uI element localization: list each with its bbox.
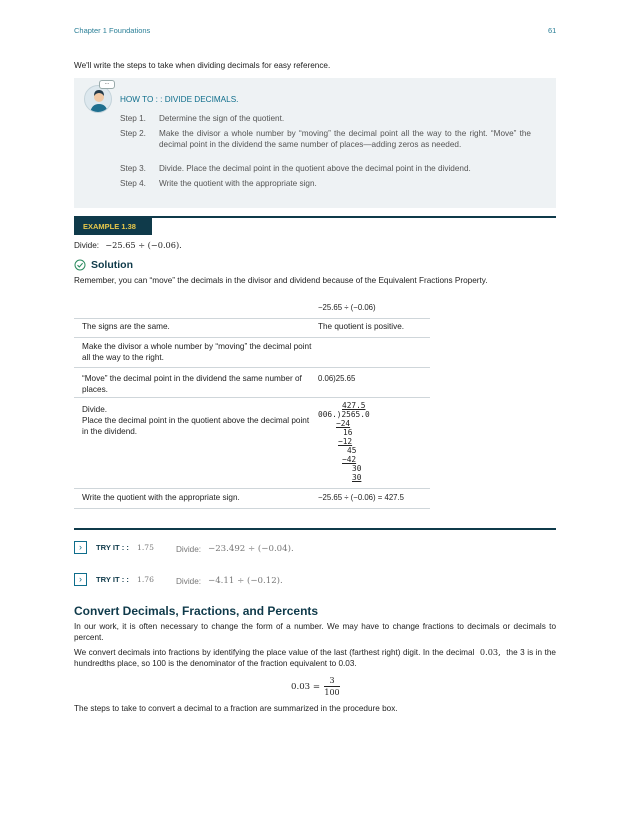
paragraph-text: We convert decimals into fractions by identifying the place value of the last (farthest right) digit. In the decimal xyxy=(74,648,475,657)
step-number: Step 4. xyxy=(120,179,146,188)
long-division-quotient: 427.5 xyxy=(342,401,366,410)
prompt-expression: −25.65 ÷ (−0.06). xyxy=(105,240,182,250)
table-row-left: “Move” the decimal point in the dividend the same number of places. xyxy=(82,374,302,394)
try-it-expression: −23.492 ÷ (−0.04). xyxy=(208,544,294,554)
example-label: EXAMPLE 1.38 xyxy=(74,218,152,235)
table-header: −25.65 ÷ (−0.06) xyxy=(318,303,376,312)
step-text: Make the divisor a whole number by “moving” the decimal point all the way to the right. “Move” the decimal point in the dividend the same number of places—adding zeros as needed. xyxy=(159,129,531,149)
long-division-line: −12 xyxy=(338,437,353,446)
table-divider xyxy=(74,337,430,338)
section-title: Convert Decimals, Fractions, and Percents xyxy=(74,604,319,618)
check-circle-icon xyxy=(74,259,88,273)
table-divider xyxy=(74,367,430,368)
fraction-numerator: 3 xyxy=(329,676,335,685)
try-it-prompt: Divide: xyxy=(176,577,202,586)
example-prompt xyxy=(74,240,182,250)
table-divider xyxy=(74,508,430,509)
table-row-left: The signs are the same. xyxy=(82,322,170,331)
page-number: 61 xyxy=(548,26,557,35)
table-divider xyxy=(74,318,430,319)
step-number: Step 2. xyxy=(120,129,146,138)
step-number: Step 3. xyxy=(120,164,146,173)
paragraph xyxy=(74,647,556,669)
intro-text: We'll write the steps to take when dividing decimals for easy reference. xyxy=(74,61,331,70)
long-division-line: 16 xyxy=(343,428,353,437)
long-division-line: 45 xyxy=(347,446,357,455)
fraction-denominator: 100 xyxy=(324,688,340,697)
solution-text: Remember, you can “move” the decimals in the divisor and dividend because of the Equivalent Fractions Property. xyxy=(74,276,488,285)
try-it-label: TRY IT : : xyxy=(96,543,129,552)
chevron-right-icon[interactable]: › xyxy=(74,573,87,586)
try-it-label: TRY IT : : xyxy=(96,575,129,584)
table-row-right: −25.65 ÷ (−0.06) = 427.5 xyxy=(318,493,404,502)
table-row-left-b: Place the decimal point in the quotient above the decimal point in the dividend. xyxy=(82,416,310,436)
paragraph-text: the 3 is in the hundredths place, so 100 is the denominator of the fraction equivalent to 0.03. xyxy=(74,648,556,668)
speech-bubble-icon: ... xyxy=(99,80,115,89)
paragraph: In our work, it is often necessary to change the form of a number. We may have to change fractions to decimals or decimals to percent. xyxy=(74,622,556,642)
step-text: Divide. Place the decimal point in the quotient above the decimal point in the dividend. xyxy=(159,164,471,173)
long-division-dividend: 006.)2565.0 xyxy=(318,410,370,419)
long-division-line: 30 xyxy=(352,464,362,473)
table-row-left: Make the divisor a whole number by “moving” the decimal point all the way to the right. xyxy=(82,342,312,362)
table-row-right: The quotient is positive. xyxy=(318,322,405,331)
table-divider xyxy=(74,488,430,489)
step-text: Write the quotient with the appropriate sign. xyxy=(159,179,317,188)
chevron-right-icon[interactable]: › xyxy=(74,541,87,554)
long-division-line: −24 xyxy=(336,419,351,428)
inline-math: 0.03, xyxy=(479,647,501,657)
equation-lhs: 0.03 = xyxy=(291,682,321,692)
chapter-header: Chapter 1 Foundations xyxy=(74,26,151,35)
try-it-number: 1.75 xyxy=(137,543,154,552)
table-row-right: 0.06)25.65 xyxy=(318,374,356,383)
paragraph: The steps to take to convert a decimal to a fraction are summarized in the procedure box. xyxy=(74,704,398,713)
long-division-line: −42 xyxy=(342,455,357,464)
step-number: Step 1. xyxy=(120,114,146,123)
table-row-left-a: Divide. xyxy=(82,405,108,414)
try-it-expression: −4.11 ÷ (−0.12). xyxy=(208,576,283,586)
long-division-line: 30 xyxy=(352,473,362,482)
table-divider xyxy=(74,397,430,398)
try-it-number: 1.76 xyxy=(137,575,154,584)
solution-title: Solution xyxy=(91,259,133,271)
table-row-left: Write the quotient with the appropriate sign. xyxy=(82,493,240,502)
try-it-prompt: Divide: xyxy=(176,545,202,554)
fraction-bar xyxy=(324,686,340,687)
example-end-rule xyxy=(74,528,556,530)
prompt-label: Divide: xyxy=(74,241,100,250)
howto-title: HOW TO : : DIVIDE DECIMALS. xyxy=(120,95,239,104)
step-text: Determine the sign of the quotient. xyxy=(159,114,285,123)
avatar xyxy=(84,85,112,113)
